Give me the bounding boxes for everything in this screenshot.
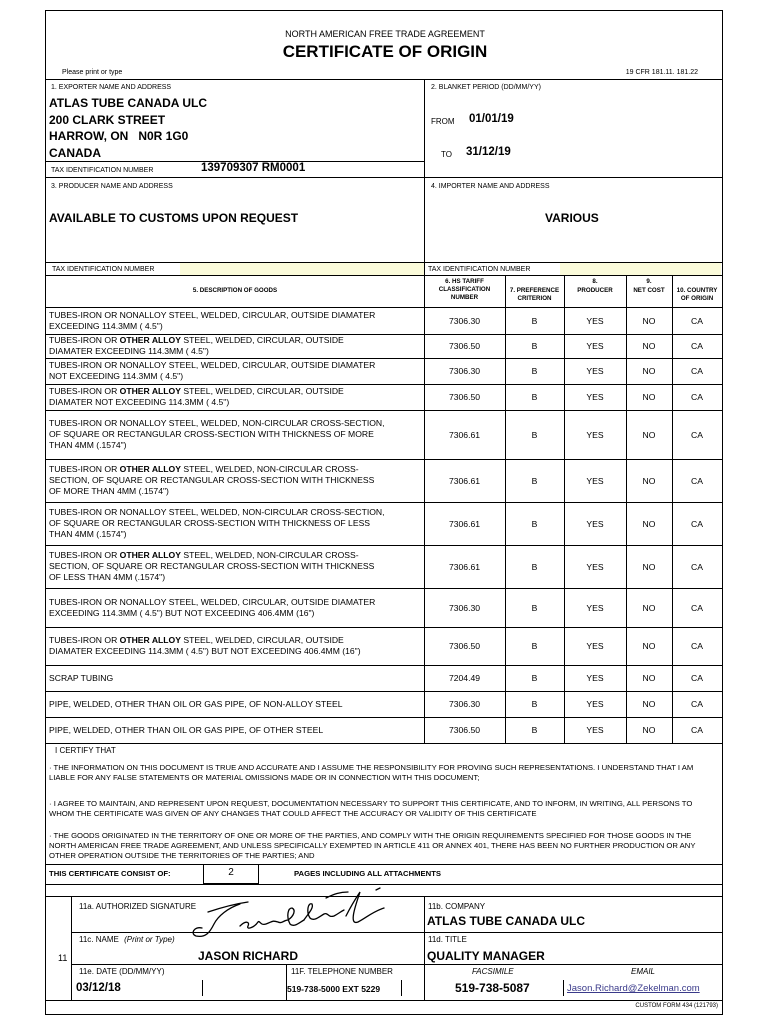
goods-description[interactable]	[49, 635, 424, 657]
col-header-hs	[424, 278, 505, 302]
goods-description-line	[49, 646, 424, 657]
goods-net-cost[interactable]: NO	[642, 699, 656, 709]
goods-preference[interactable]: B	[531, 603, 538, 613]
goods-description[interactable]	[49, 507, 424, 540]
col-header-country	[672, 287, 722, 303]
goods-hs[interactable]: 7306.30	[448, 316, 481, 326]
goods-description-text: PIPE, WELDED, OTHER THAN OIL OR GAS PIPE, OF OTHER STEEL	[49, 725, 324, 735]
goods-description-text: TUBES-IRON OR	[49, 464, 120, 474]
goods-description-text: STEEL, WELDED, CIRCULAR, OUTSIDE	[180, 635, 344, 645]
goods-description[interactable]	[49, 725, 424, 736]
goods-description-text: SECTION, OF SQUARE OR RECTANGULAR CROSS-SECTION WITH THICKNESS	[49, 561, 375, 571]
divider	[46, 884, 722, 885]
goods-hs[interactable]: 7306.50	[448, 341, 481, 351]
goods-description-line	[49, 507, 424, 518]
goods-description-text: OF SQUARE OR RECTANGULAR CROSS-SECTION WITH THICKNESS OF MORE	[49, 429, 374, 439]
goods-producer[interactable]: YES	[586, 699, 604, 709]
divider	[71, 896, 72, 1000]
goods-country[interactable]: CA	[691, 366, 703, 376]
name-label	[79, 936, 175, 944]
date-label: 11e. DATE (DD/MM/YY)	[79, 967, 165, 976]
title-label: 11d. TITLE	[428, 935, 467, 944]
cfr-reference: 19 CFR 181.11. 181.22	[625, 69, 698, 76]
goods-description-text: STEEL, WELDED, CIRCULAR, OUTSIDE	[180, 386, 344, 396]
goods-description-line	[49, 321, 424, 332]
divider	[46, 177, 722, 178]
goods-country[interactable]: CA	[691, 725, 703, 735]
goods-description-line	[49, 335, 424, 346]
goods-hs[interactable]: 7306.61	[448, 476, 481, 486]
goods-description[interactable]	[49, 673, 424, 684]
goods-description-text: DIAMATER EXCEEDING 114.3MM ( 4.5")	[49, 346, 209, 356]
goods-preference[interactable]: B	[531, 341, 538, 351]
goods-description-line	[49, 550, 424, 561]
goods-description-text: THAN 4MM (.1574")	[49, 440, 127, 450]
col-header-net-line: NET COST	[633, 287, 665, 294]
goods-description-line	[49, 397, 424, 408]
goods-description-line	[49, 635, 424, 646]
authorized-signature[interactable]	[188, 886, 398, 946]
goods-preference[interactable]: B	[531, 699, 538, 709]
goods-net-cost[interactable]: NO	[642, 562, 656, 572]
exporter-street: 200 CLARK STREET	[49, 113, 166, 127]
goods-description-text: SCRAP TUBING	[49, 673, 114, 683]
row-divider	[46, 627, 722, 628]
goods-description-text: OTHER ALLOY	[119, 635, 181, 645]
producer-value[interactable]: AVAILABLE TO CUSTOMS UPON REQUEST	[49, 211, 299, 225]
goods-country[interactable]: CA	[691, 430, 703, 440]
pages-label: PAGES INCLUDING ALL ATTACHMENTS	[294, 869, 442, 878]
goods-preference[interactable]: B	[531, 430, 538, 440]
col-header-hs-line: 6. HS TARIFF	[445, 278, 484, 285]
goods-description[interactable]	[49, 386, 424, 408]
certify-paragraph-1: · THE INFORMATION ON THIS DOCUMENT IS TRUE AND ACCURATE AND I ASSUME THE RESPONSIBILITY FOR PROVING SUCH REPRESENTATIONS. I UNDERSTAND THAT I AM LIABLE FOR ANY FALSE STATEMENTS OR MATERIAL OMISSIONS MADE OR IN CONNECTION WITH THIS DOCUMENT;	[49, 763, 694, 782]
col-header-country-line: OF ORIGIN	[680, 295, 714, 302]
company-label: 11b. COMPANY	[428, 902, 486, 911]
exporter-tax-value[interactable]: 139709307 RM0001	[201, 162, 306, 174]
title-value[interactable]: QUALITY MANAGER	[427, 949, 545, 963]
goods-hs[interactable]: 7306.50	[448, 392, 481, 402]
col-header-net-line: 9.	[646, 278, 652, 285]
col-header-description: 5. DESCRIPTION OF GOODS	[192, 287, 278, 294]
row-divider	[46, 502, 722, 503]
goods-description-line	[49, 440, 424, 451]
goods-country[interactable]: CA	[691, 392, 703, 402]
goods-net-cost[interactable]: NO	[642, 476, 656, 486]
goods-producer[interactable]: YES	[586, 519, 604, 529]
goods-country[interactable]: CA	[691, 476, 703, 486]
goods-description-text: TUBES-IRON OR NONALLOY STEEL, WELDED, CIRCULAR, OUTSIDE DIAMATER	[49, 310, 376, 320]
goods-producer[interactable]: YES	[586, 476, 604, 486]
goods-description-line	[49, 608, 424, 619]
blanket-to-label: TO	[441, 150, 452, 159]
divider	[46, 864, 722, 865]
producer-tax-field[interactable]	[180, 263, 424, 275]
col-header-prod-line: 8.	[592, 278, 598, 285]
divider	[46, 1000, 722, 1001]
blanket-from-value[interactable]: 01/01/19	[469, 113, 514, 125]
goods-net-cost[interactable]: NO	[642, 392, 656, 402]
goods-description-text: TUBES-IRON OR NONALLOY STEEL, WELDED, NON-CIRCULAR CROSS-SECTION,	[49, 418, 385, 428]
pages-count: 2	[228, 867, 234, 878]
goods-description[interactable]	[49, 550, 424, 583]
goods-hs[interactable]: 7306.61	[448, 519, 481, 529]
consist-label: THIS CERTIFICATE CONSIST OF:	[49, 869, 171, 878]
goods-description-text: TUBES-IRON OR	[49, 550, 120, 560]
goods-description[interactable]	[49, 464, 424, 497]
col-header-pref-line: CRITERION	[517, 295, 552, 302]
goods-hs[interactable]: 7306.61	[448, 430, 481, 440]
goods-description[interactable]	[49, 418, 424, 451]
goods-country[interactable]: CA	[691, 673, 703, 683]
row-divider	[46, 588, 722, 589]
goods-description-text: TUBES-IRON OR NONALLOY STEEL, WELDED, CIRCULAR, OUTSIDE DIAMATER	[49, 360, 376, 370]
row-divider	[46, 384, 722, 385]
divider	[286, 964, 287, 1000]
goods-description-text: STEEL, WELDED, NON-CIRCULAR CROSS-	[180, 464, 359, 474]
agreement-heading: NORTH AMERICAN FREE TRADE AGREEMENT	[285, 29, 485, 39]
goods-description-text: OTHER ALLOY	[119, 386, 181, 396]
goods-description-line	[49, 429, 424, 440]
goods-producer[interactable]: YES	[586, 673, 604, 683]
col-header-hs-line: CLASSIFICATION	[438, 286, 491, 293]
goods-producer[interactable]: YES	[586, 725, 604, 735]
blanket-from-label: FROM	[431, 117, 455, 126]
goods-description-text: OTHER ALLOY	[119, 464, 181, 474]
name-label-note: (Print or Type)	[124, 935, 175, 944]
goods-preference[interactable]: B	[531, 562, 538, 572]
row-divider	[46, 459, 722, 460]
goods-description-text: EXCEEDING 114.3MM ( 4.5") BUT NOT EXCEEDING 406.4MM (16")	[49, 608, 315, 618]
producer-tax-label: TAX IDENTIFICATION NUMBER	[52, 266, 155, 273]
date-value[interactable]: 03/12/18	[76, 982, 121, 994]
goods-country[interactable]: CA	[691, 603, 703, 613]
email-value[interactable]: Jason.Richard@Zekelman.com	[567, 983, 700, 994]
goods-description-text: STEEL, WELDED, NON-CIRCULAR CROSS-	[180, 550, 359, 560]
importer-label: 4. IMPORTER NAME AND ADDRESS	[431, 183, 550, 190]
goods-description-line	[49, 371, 424, 382]
company-value[interactable]: ATLAS TUBE CANADA ULC	[427, 914, 585, 928]
goods-description-line	[49, 518, 424, 529]
col-header-pref-line: 7. PREFERENCE	[509, 287, 560, 294]
goods-net-cost[interactable]: NO	[642, 519, 656, 529]
goods-description-line	[49, 418, 424, 429]
goods-hs[interactable]: 7306.50	[448, 725, 481, 735]
goods-description-text: TUBES-IRON OR	[49, 335, 120, 345]
goods-country[interactable]: CA	[691, 562, 703, 572]
exporter-name: ATLAS TUBE CANADA ULC	[49, 96, 207, 110]
goods-net-cost[interactable]: NO	[642, 603, 656, 613]
goods-description-line	[49, 673, 424, 684]
phone-label: 11F. TELEPHONE NUMBER	[291, 967, 393, 976]
goods-description-line	[49, 529, 424, 540]
page-title: CERTIFICATE OF ORIGIN	[282, 42, 488, 61]
producer-label: 3. PRODUCER NAME AND ADDRESS	[51, 183, 173, 190]
divider	[46, 275, 722, 276]
goods-preference[interactable]: B	[531, 366, 538, 376]
goods-description-line	[49, 310, 424, 321]
fax-label: FACSIMILE	[472, 967, 514, 976]
goods-description-text: TUBES-IRON OR NONALLOY STEEL, WELDED, CIRCULAR, OUTSIDE DIAMATER	[49, 597, 376, 607]
goods-net-cost[interactable]: NO	[642, 366, 656, 376]
goods-description-text: DIAMATER NOT EXCEEDING 114.3MM ( 4.5")	[49, 397, 230, 407]
row-divider	[46, 307, 722, 308]
row-divider	[46, 717, 722, 718]
print-note: Please print or type	[62, 69, 123, 76]
goods-net-cost[interactable]: NO	[642, 316, 656, 326]
goods-description-text: STEEL, WELDED, CIRCULAR, OUTSIDE	[180, 335, 344, 345]
goods-description-line	[49, 725, 424, 736]
goods-hs[interactable]: 7306.61	[448, 562, 481, 572]
goods-producer[interactable]: YES	[586, 392, 604, 402]
goods-description-text: OF MORE THAN 4MM (.1574")	[49, 486, 169, 496]
importer-value[interactable]: VARIOUS	[545, 211, 599, 225]
goods-producer[interactable]: YES	[586, 316, 604, 326]
goods-producer[interactable]: YES	[586, 430, 604, 440]
section-11-number: 11	[58, 953, 68, 963]
goods-preference[interactable]: B	[531, 316, 538, 326]
goods-preference[interactable]: B	[531, 673, 538, 683]
goods-description-text: OTHER ALLOY	[119, 335, 181, 345]
goods-hs[interactable]: 7306.30	[448, 603, 481, 613]
goods-preference[interactable]: B	[531, 476, 538, 486]
divider	[424, 896, 425, 1000]
row-divider	[46, 545, 722, 546]
goods-net-cost[interactable]: NO	[642, 673, 656, 683]
goods-description-text: NOT EXCEEDING 114.3MM ( 4.5")	[49, 371, 184, 381]
divider	[71, 964, 722, 965]
row-divider	[46, 743, 722, 744]
row-divider	[46, 410, 722, 411]
row-divider	[46, 691, 722, 692]
col-header-hs-line: NUMBER	[450, 294, 479, 301]
goods-hs[interactable]: 7306.50	[448, 641, 481, 651]
goods-net-cost[interactable]: NO	[642, 341, 656, 351]
goods-hs[interactable]: 7306.30	[448, 699, 481, 709]
goods-net-cost[interactable]: NO	[642, 725, 656, 735]
goods-preference[interactable]: B	[531, 519, 538, 529]
goods-description-line	[49, 346, 424, 357]
pages-count-box[interactable]	[203, 864, 259, 884]
row-divider	[46, 665, 722, 666]
goods-description-text: OF SQUARE OR RECTANGULAR CROSS-SECTION WITH THICKNESS OF LESS	[49, 518, 371, 528]
goods-description-text: TUBES-IRON OR	[49, 635, 120, 645]
exporter-tax-label: TAX IDENTIFICATION NUMBER	[51, 167, 154, 174]
importer-tax-field[interactable]	[560, 263, 721, 275]
importer-tax-label: TAX IDENTIFICATION NUMBER	[428, 266, 531, 273]
divider	[401, 980, 402, 996]
certify-paragraph-3: · THE GOODS ORIGINATED IN THE TERRITORY OF ONE OR MORE OF THE PARTIES, AND COMPLY WITH THE ORIGIN REQUIREMENTS SPECIFIED FOR THOSE GOODS IN THE NORTH AMERICAN FREE TRADE AGREEMENT, AND UNLESS SPECIFICALLY EXEMPTED IN ARTICLE 411 OR ANNEX 401, THERE HAS BEEN NO FURTHER PRODUCTION OR ANY OTHER OPERATION OUTSIDE THE TERRITORIES OF THE PARTIES; AND	[49, 831, 696, 860]
goods-description[interactable]	[49, 699, 424, 710]
col-header-country-line: 10. COUNTRY	[676, 287, 718, 294]
exporter-country: CANADA	[49, 146, 101, 160]
goods-producer[interactable]: YES	[586, 641, 604, 651]
divider	[46, 79, 722, 80]
goods-description-text: OTHER ALLOY	[119, 550, 181, 560]
goods-net-cost[interactable]: NO	[642, 641, 656, 651]
goods-description-text: OF LESS THAN 4MM (.1574")	[49, 572, 166, 582]
signature-label: 11a. AUTHORIZED SIGNATURE	[79, 902, 197, 911]
form-number: CUSTOM FORM 434 (121793)	[635, 1003, 718, 1009]
goods-country[interactable]: CA	[691, 641, 703, 651]
goods-description-line	[49, 475, 424, 486]
goods-country[interactable]: CA	[691, 519, 703, 529]
goods-description-text: THAN 4MM (.1574")	[49, 529, 127, 539]
goods-description-line	[49, 699, 424, 710]
goods-description-text: SECTION, OF SQUARE OR RECTANGULAR CROSS-SECTION WITH THICKNESS	[49, 475, 375, 485]
divider	[563, 980, 564, 996]
goods-description[interactable]	[49, 335, 424, 357]
phone-value[interactable]: 519-738-5000 EXT 5229	[287, 984, 381, 994]
email-label: EMAIL	[631, 967, 656, 976]
col-header-preference	[505, 287, 564, 303]
col-header-producer	[564, 278, 626, 295]
goods-country[interactable]: CA	[691, 316, 703, 326]
goods-description-line	[49, 597, 424, 608]
goods-description-text: DIAMATER EXCEEDING 114.3MM ( 4.5") BUT NOT EXCEEDING 406.4MM (16")	[49, 646, 361, 656]
goods-description-line	[49, 360, 424, 371]
divider	[202, 980, 203, 996]
goods-description-text: EXCEEDING 114.3MM ( 4.5")	[49, 321, 163, 331]
exporter-label: 1. EXPORTER NAME AND ADDRESS	[51, 84, 172, 91]
goods-producer[interactable]: YES	[586, 562, 604, 572]
goods-producer[interactable]: YES	[586, 366, 604, 376]
goods-description-line	[49, 386, 424, 397]
exporter-city: HARROW, ON N0R 1G0	[49, 129, 189, 143]
goods-hs[interactable]: 7306.30	[448, 366, 481, 376]
goods-preference[interactable]: B	[531, 725, 538, 735]
goods-country[interactable]: CA	[691, 699, 703, 709]
certify-paragraph-2: · I AGREE TO MAINTAIN, AND REPRESENT UPON REQUEST, DOCUMENTATION NECESSARY TO SUPPORT THIS CERTIFICATE, AND TO INFORM, IN WRITING, ALL PERSONS TO WHOM THE CERTIFICATE WAS GIVEN OF ANY CHANGES THAT COULD AFFECT THE ACCURACY OR VALIDITY OF THIS CERTIFICATE	[49, 799, 693, 818]
goods-description-line	[49, 561, 424, 572]
name-label-text: 11c. NAME	[79, 935, 119, 944]
goods-description-line	[49, 572, 424, 583]
goods-description-text: TUBES-IRON OR NONALLOY STEEL, WELDED, NON-CIRCULAR CROSS-SECTION,	[49, 507, 385, 517]
goods-description-text: PIPE, WELDED, OTHER THAN OIL OR GAS PIPE, OF NON-ALLOY STEEL	[49, 699, 343, 709]
blanket-to-value[interactable]: 31/12/19	[466, 146, 511, 158]
row-divider	[46, 358, 722, 359]
blanket-period-label: 2. BLANKET PERIOD (DD/MM/YY)	[431, 84, 541, 91]
goods-description-text: TUBES-IRON OR	[49, 386, 120, 396]
certify-heading: I CERTIFY THAT	[55, 746, 116, 755]
col-header-net-cost	[626, 278, 672, 295]
goods-producer[interactable]: YES	[586, 603, 604, 613]
goods-description[interactable]	[49, 597, 424, 619]
goods-preference[interactable]: B	[531, 392, 538, 402]
goods-preference[interactable]: B	[531, 641, 538, 651]
goods-producer[interactable]: YES	[586, 341, 604, 351]
col-header-prod-line: PRODUCER	[577, 287, 613, 294]
goods-description-line	[49, 464, 424, 475]
goods-net-cost[interactable]: NO	[642, 430, 656, 440]
goods-country[interactable]: CA	[691, 341, 703, 351]
goods-description[interactable]	[49, 310, 424, 332]
goods-description[interactable]	[49, 360, 424, 382]
fax-value[interactable]: 519-738-5087	[455, 981, 530, 995]
goods-hs[interactable]: 7204.49	[448, 673, 481, 683]
signer-name[interactable]: JASON RICHARD	[198, 949, 299, 963]
goods-description-line	[49, 486, 424, 497]
